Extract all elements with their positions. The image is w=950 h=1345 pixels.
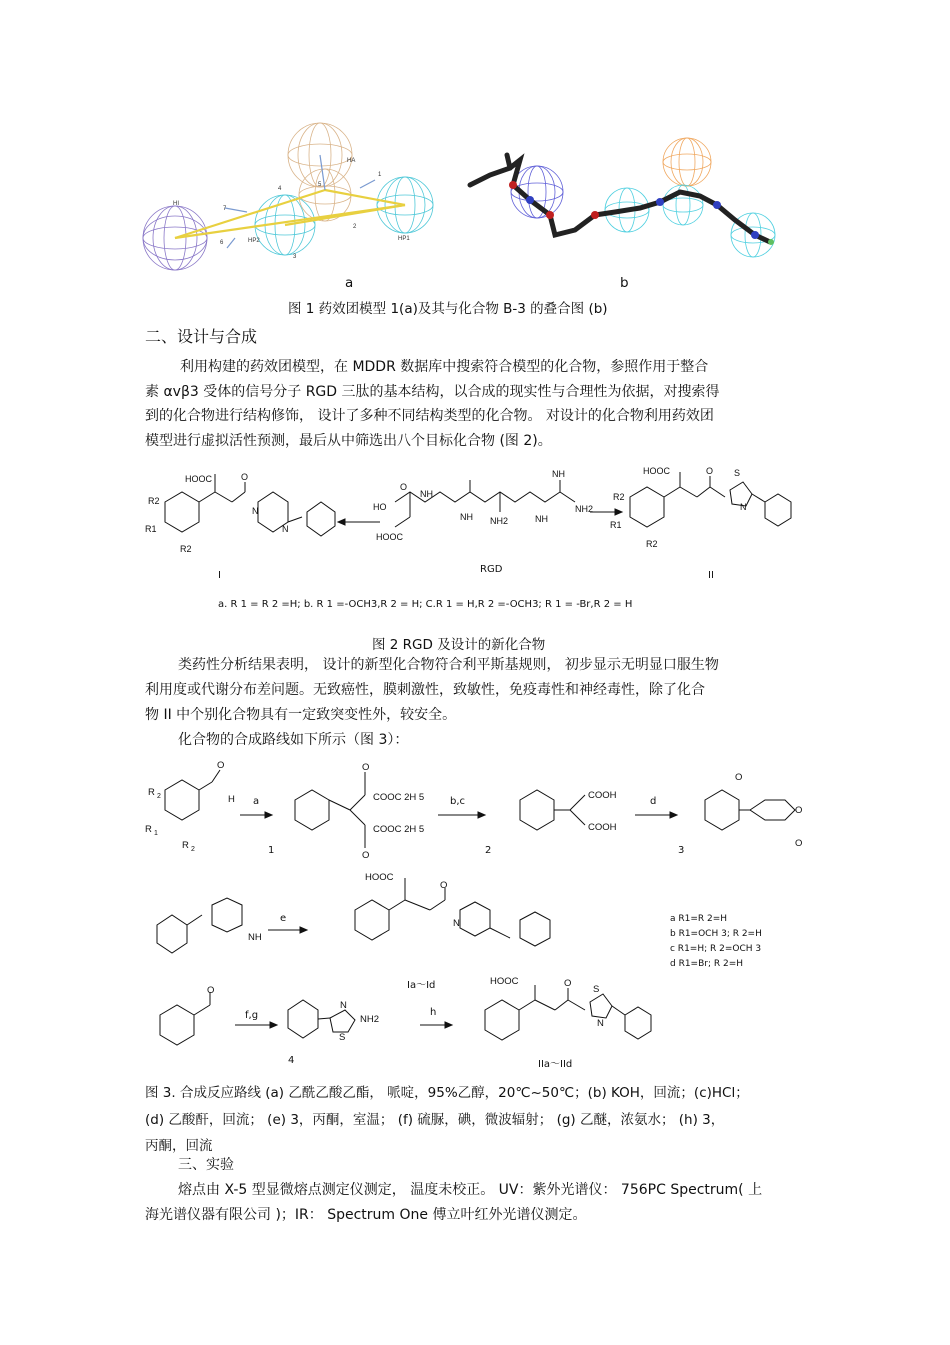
- section2-title: 二、设计与合成: [145, 327, 258, 346]
- para2-line1: 类药性分析结果表明， 设计的新型化合物符合利平斯基规则， 初步显示无明显口服生物: [178, 657, 719, 673]
- atom-r2-i: R2: [148, 496, 160, 506]
- svg-text:2: 2: [191, 846, 195, 853]
- atom-o-c3b: O: [795, 805, 803, 816]
- compound-rgd-label: RGD: [480, 564, 503, 575]
- para3-line2: 海光谱仪器有限公司 )；IR： Spectrum One 傅立叶红外光谱仪测定。: [145, 1207, 587, 1223]
- atom-hooc-rgd: HOOC: [376, 532, 403, 542]
- figure3-caption-line2: (d) 乙酸酐，回流； (e) 3，丙酮，室温； (f) 硫脲，碘，微波辐射； (g) 乙醚，浓氨水； (h) 3，: [145, 1112, 725, 1128]
- para1-line1: 利用构建的药效团模型，在 MDDR 数据库中搜索符合模型的化合物，参照作用于整合: [180, 359, 709, 375]
- atom-nh4-rgd: NH: [552, 469, 565, 479]
- figure3-caption-line1: 图 3. 合成反应路线 (a) 乙酰乙酸乙酯， 哌啶，95%乙醇，20℃~50℃；(b) KOH，回流；(c)HCl；: [145, 1085, 749, 1101]
- label-n5: 5: [318, 182, 322, 188]
- para2-line4: 化合物的合成路线如下所示（图 3）：: [178, 732, 409, 748]
- compound-3-label: 3: [678, 845, 685, 856]
- step-a-label: a: [253, 796, 260, 807]
- step-e-label: e: [280, 913, 287, 924]
- compound-ia-label: Ia～Id: [407, 980, 436, 991]
- svg-text:1: 1: [154, 830, 158, 837]
- label-hp1: HP1: [398, 236, 410, 242]
- label-n2: 2: [353, 224, 357, 230]
- label-n1: 1: [378, 172, 382, 178]
- atom-hooc-i: HOOC: [185, 474, 212, 484]
- atom-s-ii: S: [734, 468, 741, 478]
- label-n6: 6: [220, 240, 224, 246]
- atom-n2-i: N: [282, 524, 289, 534]
- atom-ho-rgd: HO: [373, 502, 387, 512]
- atom-h-aldehyde: H: [228, 794, 235, 805]
- atom-nh2-thiazole: NH2: [360, 1014, 380, 1025]
- para1-line3: 到的化合物进行结构修饰， 设计了多种不同结构类型的化合物。 对设计的化合物利用药效团: [145, 408, 714, 424]
- pharmacophore-model-image: [135, 110, 435, 280]
- atom-nh2-rgd: NH: [460, 512, 473, 522]
- compound-i-label: I: [218, 570, 221, 581]
- compound-ii-label: II: [708, 570, 714, 581]
- atom-nh2b-rgd: NH2: [490, 516, 509, 526]
- step-d-label: d: [650, 796, 657, 807]
- overlay-compound-b3-image: [455, 130, 795, 270]
- para1-line4: 模型进行虚拟活性预测，最后从中筛选出八个目标化合物 (图 2)。: [145, 433, 552, 449]
- figure1-panel-b-label: b: [620, 275, 629, 291]
- substituent-legend: [670, 912, 762, 972]
- atom-n-iia: N: [597, 1018, 604, 1029]
- atom-r2-ii: R2: [613, 492, 625, 502]
- atom-s-thiazole: S: [339, 1032, 346, 1043]
- atom-o-aldehyde: O: [217, 760, 225, 771]
- step-h-label: h: [430, 1007, 437, 1018]
- svg-text:R: R: [145, 824, 152, 835]
- atom-r1-i: R1: [145, 524, 157, 534]
- atom-o-ii: O: [706, 466, 714, 476]
- atom-nh-rgd: NH: [420, 489, 433, 499]
- figure2-substituents: a. R 1 = R 2 =H; b. R 1 =-OCH3,R 2 = H; C.R 1 = H,R 2 =-OCH3; R 1 = -Br,R 2 = H: [218, 599, 633, 610]
- acid-1: COOH: [588, 790, 617, 801]
- figure2-caption: 图 2 RGD 及设计的新化合物: [372, 637, 546, 653]
- label-n4: 4: [278, 186, 282, 192]
- atom-o-c3a: O: [735, 772, 743, 783]
- label-ha: HA: [347, 158, 356, 164]
- svg-text:2: 2: [157, 793, 161, 800]
- para3-line1: 熔点由 X-5 型显微熔点测定仪测定， 温度未校正。 UV：紫外光谱仪： 756PC Spectrum( 上: [178, 1182, 763, 1198]
- label-n3: 3: [293, 254, 297, 260]
- step-bc-label: b,c: [450, 796, 466, 807]
- atom-nh2c-rgd: NH2: [575, 504, 594, 514]
- legend-b: b R1=OCH 3; R 2=H: [670, 929, 762, 939]
- label-n7: 7: [223, 206, 227, 212]
- para2-line3: 物 II 中个别化合物具有一定致突变性外，较安全。: [145, 707, 457, 723]
- legend-d: d R1=Br; R 2=H: [670, 959, 744, 969]
- atom-r1-ii: R1: [610, 520, 622, 530]
- compound-4-label: 4: [288, 1055, 295, 1066]
- atom-n-ii: N: [740, 502, 747, 512]
- atom-nh-piperazine: NH: [248, 932, 262, 943]
- atom-n-thiazole: N: [340, 1000, 347, 1011]
- compound-2-label: 2: [485, 845, 492, 856]
- section3-title: 三、实验: [178, 1157, 234, 1173]
- atom-n-i: N: [252, 506, 259, 516]
- figure1-panel-a-label: a: [345, 275, 354, 291]
- atom-o-c1a: O: [362, 762, 370, 773]
- atom-hooc-iia: HOOC: [490, 976, 519, 987]
- legend-c: c R1=H; R 2=OCH 3: [670, 944, 762, 954]
- step-fg-label: f,g: [245, 1010, 259, 1021]
- atom-o-c1b: O: [362, 850, 370, 861]
- para2-line2: 利用度或代谢分布差问题。无致癌性，膜刺激性，致敏性，免疫毒性和神经毒性，除了化合: [145, 682, 705, 698]
- compound-1-label: 1: [268, 845, 275, 856]
- para1-line2: 素 αvβ3 受体的信号分子 RGD 三肽的基本结构，以合成的现实性与合理性为依据，对搜索得: [145, 384, 720, 400]
- svg-text:R: R: [182, 840, 189, 851]
- atom-hooc-ia: HOOC: [365, 872, 394, 883]
- atom-r2b-ii: R2: [646, 539, 658, 549]
- figure1-caption: 图 1 药效团模型 1(a)及其与化合物 B-3 的叠合图 (b): [288, 301, 608, 317]
- acid-2: COOH: [588, 822, 617, 833]
- atom-n-ia: N: [453, 918, 460, 929]
- atom-o-i: O: [241, 472, 249, 482]
- label-hi: HI: [173, 201, 179, 207]
- atom-nh3-rgd: NH: [535, 514, 548, 524]
- figure3-caption-line3: 丙酮，回流: [145, 1138, 213, 1154]
- ester-1: COOC 2H 5: [373, 792, 425, 803]
- atom-o-c3c: O: [795, 838, 803, 849]
- compound-iia-label: IIa～IId: [538, 1059, 573, 1070]
- atom-o-rgd: O: [400, 482, 408, 492]
- atom-s-iia: S: [593, 984, 600, 995]
- atom-o-ia: O: [440, 880, 448, 891]
- svg-text:R: R: [148, 787, 155, 798]
- atom-hooc-ii: HOOC: [643, 466, 670, 476]
- atom-o-iia: O: [564, 978, 572, 989]
- atom-r2b-i: R2: [180, 544, 192, 554]
- ester-2: COOC 2H 5: [373, 824, 425, 835]
- atom-o-ketone: O: [207, 985, 215, 996]
- legend-a: a R1=R 2=H: [670, 914, 728, 924]
- label-hp2: HP2: [248, 238, 260, 244]
